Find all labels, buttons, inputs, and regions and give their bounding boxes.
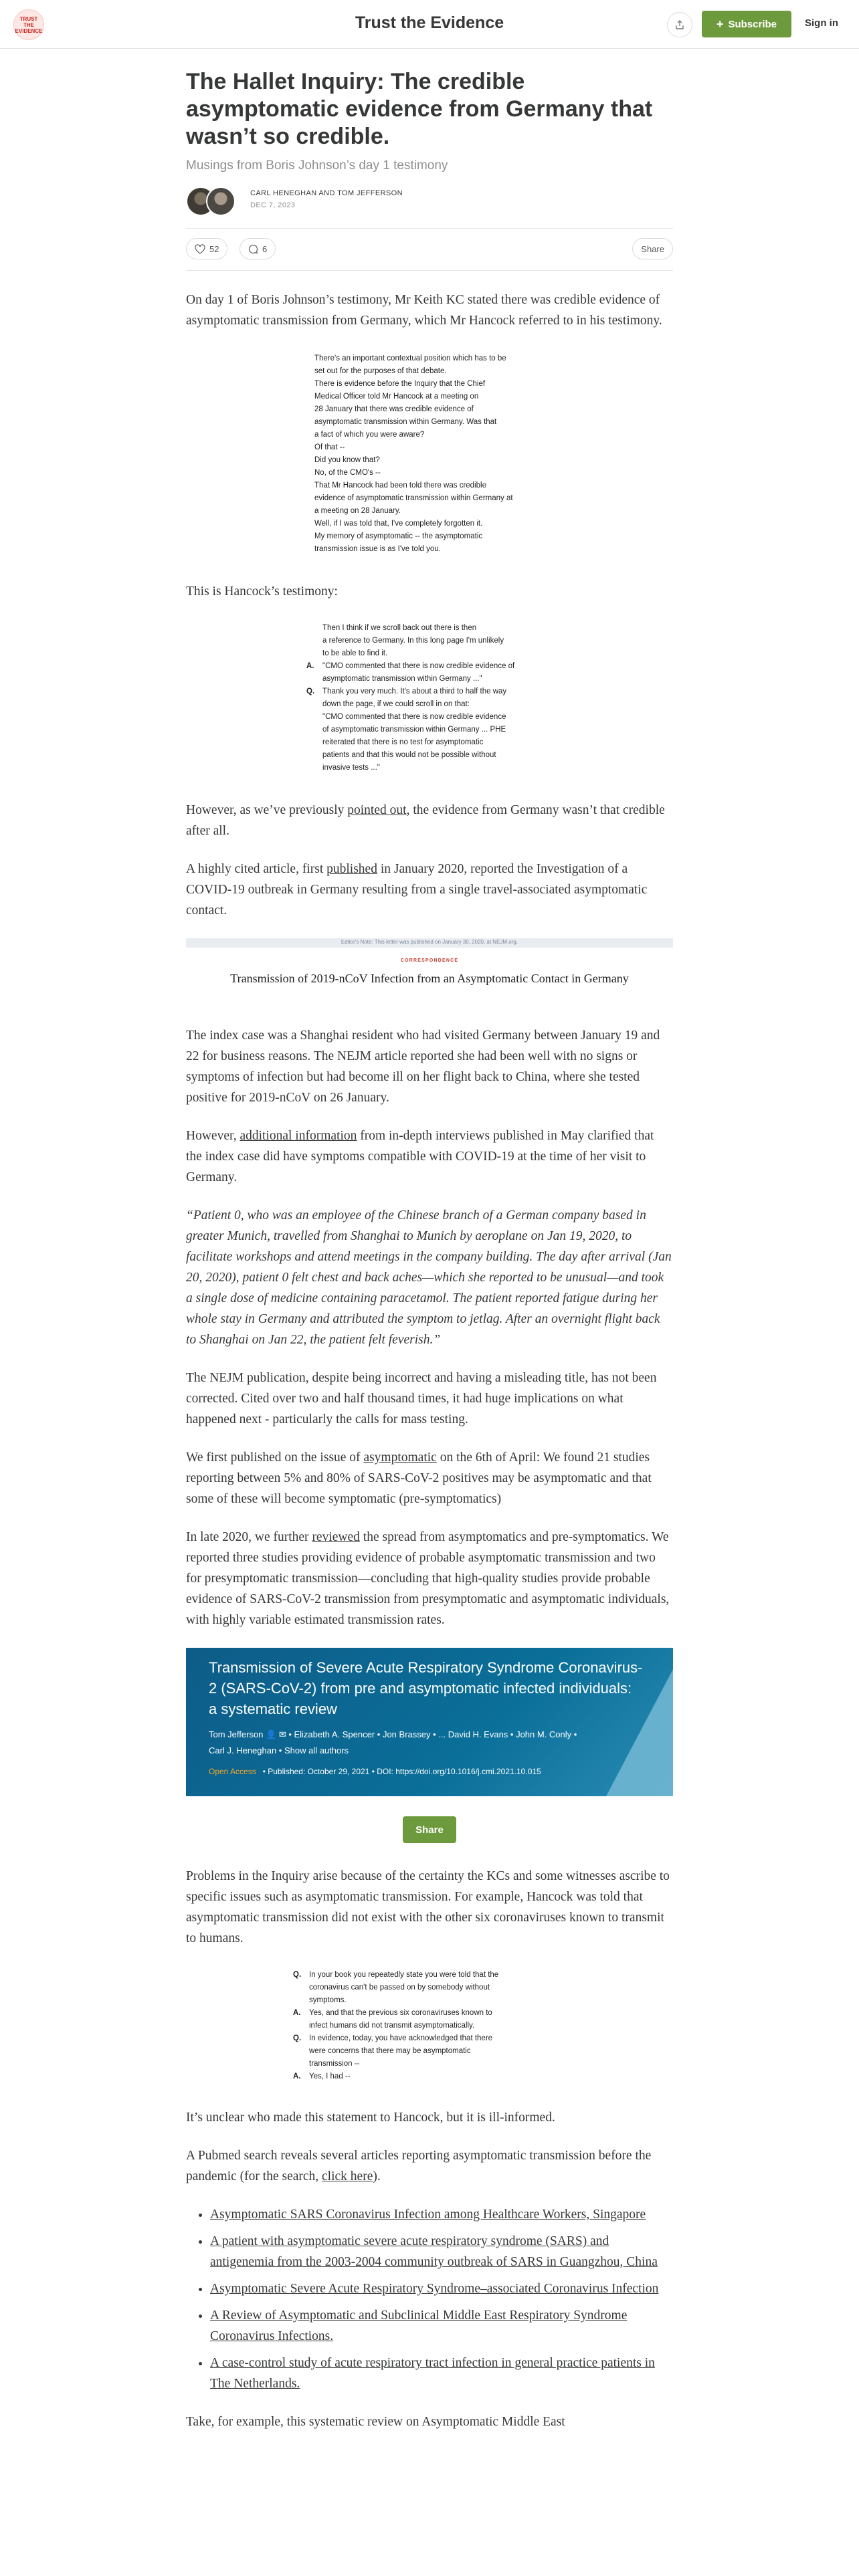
reference-link[interactable]: A patient with asymptomatic severe acute respiratory syndrome (SARS) and antigenemia from the 2003-2004 community outbreak of SARS in Guangzhou, China	[210, 2234, 658, 2269]
speaker-label: Q.	[293, 1971, 302, 1979]
transcript-line: Well, if I was told that, I've completely forgotten it.	[314, 520, 483, 528]
text: , the evidence from Germany wasn’t that credible after all.	[186, 803, 665, 838]
speaker-label: A.	[293, 2072, 301, 2080]
text: In late 2020, we further	[186, 1530, 312, 1544]
transcript-line	[306, 685, 554, 698]
paragraph	[186, 1527, 673, 1630]
transcript-text: were concerns that there may be asymptomatic	[309, 2047, 471, 2055]
speaker-label	[293, 2045, 309, 2058]
transcript-line	[306, 635, 554, 647]
paragraph	[186, 1125, 673, 1188]
transcript-line: 28 January that there was credible evidence of	[314, 405, 474, 413]
transcript-line	[306, 698, 554, 711]
transcript-line	[293, 2058, 534, 2070]
transcript-text: a reference to Germany. In this long page I'm unlikely	[322, 637, 504, 645]
list-item	[210, 2231, 673, 2272]
transcript-image	[306, 619, 554, 781]
asymptomatic-link[interactable]: asymptomatic	[363, 1451, 437, 1465]
transcript-line	[306, 724, 554, 736]
speaker-label: Q.	[306, 687, 315, 695]
transcript-line	[293, 1994, 534, 2007]
transcript-line: evidence of asymptomatic transmission within Germany at	[314, 494, 513, 502]
share-button[interactable]: Share	[632, 238, 673, 259]
transcript-line: set out for the purposes of that debate.	[314, 367, 447, 375]
top-nav	[0, 0, 859, 49]
post-authors[interactable]: CARL HENEGHAN AND TOM JEFFERSON	[250, 189, 403, 197]
plus-icon: +	[716, 17, 724, 31]
paragraph: Problems in the Inquiry arise because of the certainty the KCs and some witnesses ascribe to specific issues such as asymptomatic transmission. For example, Hancock was told that asymptomatic transmission did not exist with the other six coronaviruses known to transmit to humans.	[186, 1869, 670, 1945]
speaker-label: A.	[306, 662, 314, 670]
nejm-category: CORRESPONDENCE	[400, 958, 459, 963]
speaker-label	[306, 647, 322, 660]
paragraph: On day 1 of Boris Johnson’s testimony, Mr Keith KC stated there was credible evidence of asymptomatic transmission from Germany, which Mr Hancock referred to in his testimony.	[186, 293, 662, 328]
article	[186, 68, 673, 2450]
transcript-text: In your book you repeatedly state you were told that the	[309, 1971, 499, 1979]
transcript-text: transmission --	[309, 2060, 360, 2068]
transcript-line	[306, 762, 554, 774]
logo-text: TRUST THE EVIDENCE	[15, 15, 43, 34]
transcript-line: My memory of asymptomatic -- the asymptomatic	[314, 532, 483, 540]
publication-title[interactable]: Trust the Evidence	[355, 13, 504, 32]
banner-title: Transmission of Severe Acute Respiratory Syndrome Coronavirus-2 (SARS-CoV-2) from pre and asymptomatic infected individuals: a systematic review	[209, 1659, 643, 1717]
paragraph: Take, for example, this systematic review on Asymptomatic Middle East	[186, 2415, 565, 2429]
published-link[interactable]: published	[326, 862, 377, 876]
transcript-line: asymptomatic transmission within Germany. Was that	[314, 418, 497, 426]
transcript-line	[293, 2045, 534, 2058]
transcript-line	[293, 2070, 534, 2083]
transcript-line	[306, 749, 554, 762]
banner-meta	[209, 1767, 541, 1776]
reference-link[interactable]: Asymptomatic Severe Acute Respiratory Syndrome–associated Coronavirus Infection	[210, 2282, 659, 2296]
speaker-label	[306, 673, 322, 685]
post-subtitle: Musings from Boris Johnson’s day 1 testimony	[186, 158, 448, 173]
like-button[interactable]	[186, 238, 227, 259]
transcript-line: No, of the CMO's --	[314, 469, 381, 477]
text: ).	[373, 2169, 381, 2183]
subscribe-label: Subscribe	[728, 18, 777, 30]
paragraph: This is Hancock’s testimony:	[186, 584, 338, 599]
transcript-text: to be able to find it.	[322, 649, 388, 657]
transcript-text: infect humans did not transmit asymptomatically.	[309, 2022, 475, 2030]
heart-icon	[195, 244, 205, 254]
paragraph	[186, 859, 673, 921]
paragraph: The index case was a Shanghai resident who had visited Germany between January 19 and 22 for business reasons. The NEJM article reported she had been well with no signs or symptoms of infection but had become ill on her flight back to China, where she tested positive for 2019-nCoV on 26 January.	[186, 1029, 660, 1105]
transcript-line: Did you know that?	[314, 456, 380, 464]
transcript-line	[306, 647, 554, 660]
sign-in-link[interactable]: Sign in	[805, 17, 838, 29]
speaker-label	[293, 1994, 309, 2007]
speaker-label	[306, 711, 322, 724]
post-date: DEC 7, 2023	[250, 201, 296, 209]
speaker-label	[306, 622, 322, 635]
like-count: 52	[209, 243, 219, 254]
transcript-line	[306, 711, 554, 724]
pointed-out-link[interactable]: pointed out	[347, 803, 407, 817]
speaker-label	[293, 2020, 309, 2032]
transcript-line	[293, 2007, 534, 2020]
speaker-label	[306, 736, 322, 749]
banner-authors	[209, 1727, 637, 1759]
transcript-text: asymptomatic transmission within Germany ..."	[322, 675, 482, 683]
additional-information-link[interactable]: additional information	[240, 1129, 357, 1143]
speaker-label	[306, 762, 322, 774]
transcript-line: Of that --	[314, 443, 345, 451]
quoted-passage: “Patient 0, who was an employee of the Chinese branch of a German company based in greater Munich, travelled from Shanghai to Munich by aeroplane on Jan 19, 2020, to facilitate workshops and attend meetings in the company building. The day after arrival (Jan 20, 2020), patient 0 felt chest and back aches—which she reported to be unusual—and took a single dose of medicine containing paracetamol. The patient reported fatigue during her whole stay in Germany and attributed the symptom to jetlag. After an overnight flight back to Shanghai on Jan 22, the patient felt feverish.”	[186, 1208, 672, 1347]
speaker-label	[293, 1981, 309, 1994]
list-item	[210, 2353, 673, 2394]
post-title: The Hallet Inquiry: The credible asymptomatic evidence from Germany that wasn’t so credible.	[186, 69, 653, 149]
transcript-text: Yes, and that the previous six coronaviruses known to	[309, 2009, 492, 2017]
transcript-line	[293, 1969, 534, 1981]
speaker-label	[306, 749, 322, 762]
text: in January 2020, reported the Investigation of a COVID-19 outbreak in Germany resulting from a single travel-associated asymptomatic contact.	[186, 862, 648, 918]
transcript-text: patients and that this would not be possible without	[322, 751, 496, 759]
transcript-line: a fact of which you were aware?	[314, 431, 425, 439]
reference-link[interactable]: A Review of Asymptomatic and Subclinical Middle East Respiratory Syndrome Coronavirus Infections.	[210, 2309, 628, 2343]
transcript-line: Medical Officer told Mr Hancock at a meeting on	[314, 393, 479, 401]
transcript-text: Thank you very much. It's about a third to half the way	[322, 687, 507, 695]
speaker-label	[306, 724, 322, 736]
speaker-label	[306, 698, 322, 711]
transcript-text: invasive tests ..."	[322, 764, 380, 772]
transcript-line	[306, 736, 554, 749]
paragraph: It’s unclear who made this statement to Hancock, but it is ill-informed.	[186, 2111, 555, 2125]
transcript-line	[293, 2032, 534, 2045]
reviewed-link[interactable]: reviewed	[312, 1530, 360, 1544]
systematic-review-banner[interactable]	[186, 1648, 673, 1796]
speaker-label: A.	[293, 2009, 301, 2017]
transcript-image	[314, 348, 553, 562]
transcript-line	[293, 1981, 534, 1994]
text: on the 6th of April: We found 21 studies reporting between 5% and 80% of SARS-CoV-2 positives may be asymptomatic and that some of these will become symptomatic (pre-symptomatics)	[186, 1451, 652, 1506]
transcript-line: a meeting on 28 January.	[314, 507, 401, 515]
open-access-label: Open Access	[209, 1767, 256, 1776]
comment-button[interactable]	[240, 238, 276, 259]
list-item	[210, 2278, 673, 2299]
text: We first published on the issue of	[186, 1451, 364, 1465]
transcript-text: reiterated that there is no test for asymptomatic	[322, 738, 484, 746]
reference-list	[186, 2204, 673, 2394]
author-avatar[interactable]	[206, 187, 235, 216]
paragraph	[186, 1447, 673, 1509]
reference-link[interactable]: A case-control study of acute respiratory tract infection in general practice patients in The Netherlands.	[210, 2356, 655, 2391]
transcript-image	[293, 1966, 534, 2088]
transcript-text: down the page, if we could scroll in on that:	[322, 700, 470, 708]
transcript-text: "CMO commented that there is now credible evidence of	[322, 662, 515, 670]
transcript-text: symptoms.	[309, 1996, 347, 2004]
paragraph: The NEJM publication, despite being incorrect and having a misleading title, has not been corrected. Cited over two and half thousand times, it had huge implications on what happened next - particularly the calls for mass testing.	[186, 1371, 657, 1426]
speaker-label: Q.	[293, 2034, 302, 2042]
transcript-line	[306, 673, 554, 685]
transcript-line: That Mr Hancock had been told there was credible	[314, 481, 486, 490]
transcript-line: transmission issue is as I've told you.	[314, 545, 441, 553]
speaker-label	[293, 2058, 309, 2070]
paragraph	[186, 2145, 673, 2187]
transcript-text: coronavirus can't be passed on by somebody without	[309, 1983, 490, 1992]
comment-count: 6	[262, 243, 268, 254]
text: A Pubmed search reveals several articles reporting asymptomatic transmission before the pandemic (for the search,	[186, 2149, 652, 2183]
paragraph	[186, 800, 673, 841]
text: However,	[186, 1129, 240, 1143]
post-actions	[186, 228, 673, 271]
list-item	[210, 2204, 673, 2225]
click-here-link[interactable]: click here	[322, 2169, 373, 2183]
editors-note: Editor's Note: This letter was published on January 30, 2020, at NEJM.org.	[341, 939, 518, 945]
comment-icon	[248, 244, 258, 254]
share-post-button[interactable]: Share	[403, 1816, 456, 1843]
transcript-line	[293, 2020, 534, 2032]
share-icon	[674, 19, 685, 30]
transcript-line: There is evidence before the Inquiry that the Chief	[314, 380, 486, 388]
subscribe-button[interactable]	[702, 11, 791, 37]
transcript-line: There's an important contextual position which has to be	[314, 354, 506, 362]
text: However, as we’ve previously	[186, 803, 348, 817]
transcript-text: Then I think if we scroll back out there is then	[322, 624, 477, 632]
transcript-line	[306, 622, 554, 635]
transcript-text: Yes, I had --	[309, 2072, 351, 2080]
transcript-line	[306, 660, 554, 673]
byline	[186, 184, 673, 217]
share-icon-button[interactable]	[667, 12, 692, 37]
text: from in-depth interviews published in May clarified that the index case did have symptoms compatible with COVID-19 at the time of her visit to Germany.	[186, 1129, 654, 1184]
share-center	[186, 1816, 673, 1843]
nejm-title: Transmission of 2019-nCoV Infection from an Asymptomatic Contact in Germany	[230, 972, 629, 985]
list-item	[210, 2305, 673, 2347]
reference-link[interactable]: Asymptomatic SARS Coronavirus Infection among Healthcare Workers, Singapore	[210, 2208, 646, 2222]
post-body	[186, 290, 673, 2432]
publication-meta: • Published: October 29, 2021 • DOI: https://doi.org/10.1016/j.cmi.2021.10.015	[262, 1767, 541, 1776]
banner-authors-line: Tom Jefferson 👤 ✉ • Elizabeth A. Spencer • Jon Brassey • ... David H. Evans • John M. Conly •	[209, 1729, 577, 1739]
nejm-letter-image[interactable]	[186, 938, 673, 1005]
banner-authors-line: Carl J. Heneghan • Show all authors	[209, 1745, 349, 1755]
transcript-text: In evidence, today, you have acknowledged that there	[309, 2034, 493, 2042]
text: the spread from asymptomatics and pre-symptomatics. We reported three studies providing evidence of probable asymptomatic transmission and two for presymptomatic transmission—concluding that high-quality studies provide probable evidence of SARS-CoV-2 transmission from presymptomatic and asymptomatic individuals, with highly variable estimated transmission rates.	[186, 1530, 670, 1627]
speaker-label	[306, 635, 322, 647]
transcript-text: "CMO commented that there is now credible evidence	[322, 713, 506, 721]
transcript-text: of asymptomatic transmission within Germany ... PHE	[322, 726, 506, 734]
text: A highly cited article, first	[186, 862, 327, 876]
